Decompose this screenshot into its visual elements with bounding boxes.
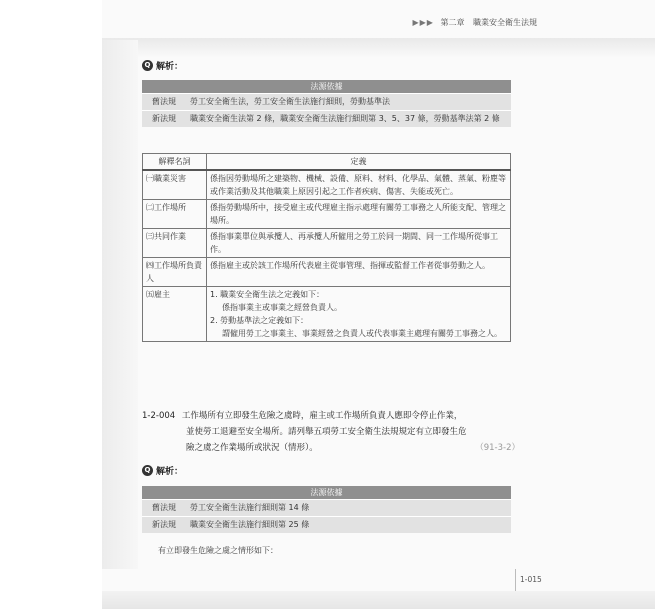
- definition-cell: 係指事業單位與承攬人、再承攬人所僱用之勞工於同一期間、同一工作場所從事工作。: [207, 229, 511, 258]
- top-gradient: [102, 38, 655, 58]
- definition-line: 謂僱用勞工之事業主、事業經營之負責人或代表事業主處理有關勞工事務之人。: [222, 329, 502, 338]
- definition-cell: 係指因勞動場所之建築物、機械、設備、原料、材料、化學品、氣體、蒸氣、粉塵等或作業活動及其他職業上原因引起之工作者疾病、傷害、失能或死亡。: [207, 170, 511, 200]
- lightbulb-icon: Q: [142, 60, 153, 71]
- table-row: [143, 200, 511, 229]
- law-value: 勞工安全衛生法，勞工安全衛生法施行細則，勞動基準法: [190, 97, 390, 106]
- analysis-heading: [142, 464, 183, 477]
- running-header: [412, 17, 537, 28]
- definition-column-header: 定義: [207, 154, 511, 171]
- header-arrows: ▶▶▶: [412, 18, 434, 27]
- question-text: 工作場所有立即發生危險之虞時，雇主或工作場所負責人應即令停止作業，: [181, 411, 463, 421]
- question-text: 險之虞之作業場所或狀況（情形）。: [186, 443, 318, 453]
- question-line: [142, 440, 520, 456]
- lightbulb-icon: Q: [142, 465, 153, 476]
- legal-basis-row: [142, 93, 511, 110]
- body-paragraph: 有立即發生危險之虞之情形如下：: [158, 546, 278, 555]
- table-row: [143, 170, 511, 200]
- definition-cell: [207, 287, 511, 342]
- question-block: [142, 408, 520, 456]
- law-value: 勞工安全衛生法施行細則第 14 條: [190, 503, 310, 512]
- legal-basis-row: [142, 110, 511, 127]
- left-margin-band: [102, 40, 138, 569]
- definition-cell: 係指勞動場所中，接受雇主或代理雇主指示處理有關勞工事務之人所能支配、管理之場所。: [207, 200, 511, 229]
- question-line: 並使勞工退避至安全場所。請列舉五項勞工安全衛生法規規定有立即發生危: [186, 427, 467, 437]
- law-key: 新法規: [152, 114, 176, 123]
- definitions-table: [142, 153, 511, 342]
- question-reference: （91-3-2）: [475, 443, 520, 453]
- table-row: [143, 287, 511, 342]
- legal-basis-header: 法源依據: [142, 486, 511, 499]
- term-column-header: 解釋名詞: [143, 154, 207, 171]
- legal-basis-row: [142, 499, 511, 516]
- analysis-label: 解析：: [156, 62, 184, 72]
- term-cell: ㈤雇主: [143, 287, 207, 342]
- analysis-heading: [142, 59, 183, 72]
- table-row: [143, 229, 511, 258]
- legal-basis-header: 法源依據: [142, 80, 511, 93]
- definition-line: 2. 勞動基準法之定義如下：: [210, 316, 309, 325]
- law-value: 職業安全衛生法施行細則第 25 條: [190, 520, 310, 529]
- term-cell: ㈣工作場所負責人: [143, 258, 207, 287]
- header-chapter: 第二章: [440, 18, 465, 27]
- definition-line: 係指事業主或事業之經營負責人。: [222, 303, 342, 312]
- legal-basis-table: [142, 80, 511, 127]
- term-cell: ㈠職業災害: [143, 170, 207, 200]
- law-value: 職業安全衛生法第 2 條，職業安全衛生法施行細則第 3、5、37 條，勞動基準法第 2 條: [190, 114, 500, 123]
- header-title: 職業安全衛生法規: [473, 18, 537, 27]
- definition-cell: 係指雇主或於該工作場所代表雇主從事管理、指揮或監督工作者從事勞動之人。: [207, 258, 511, 287]
- law-key: 新法規: [152, 520, 176, 529]
- law-key: 舊法規: [152, 97, 176, 106]
- law-key: 舊法規: [152, 503, 176, 512]
- legal-basis-row: [142, 516, 511, 533]
- table-row: [143, 258, 511, 287]
- term-cell: ㈡工作場所: [143, 200, 207, 229]
- definition-line: 1. 職業安全衛生法之定義如下：: [210, 290, 325, 299]
- bottom-band: [102, 591, 655, 609]
- question-number: 1-2-004: [142, 411, 176, 421]
- analysis-label: 解析：: [156, 467, 184, 477]
- question-line: [142, 408, 520, 424]
- term-cell: ㈢共同作業: [143, 229, 207, 258]
- definitions-header-row: [143, 154, 511, 171]
- legal-basis-table: [142, 486, 511, 533]
- page-number: 1-015: [515, 569, 554, 591]
